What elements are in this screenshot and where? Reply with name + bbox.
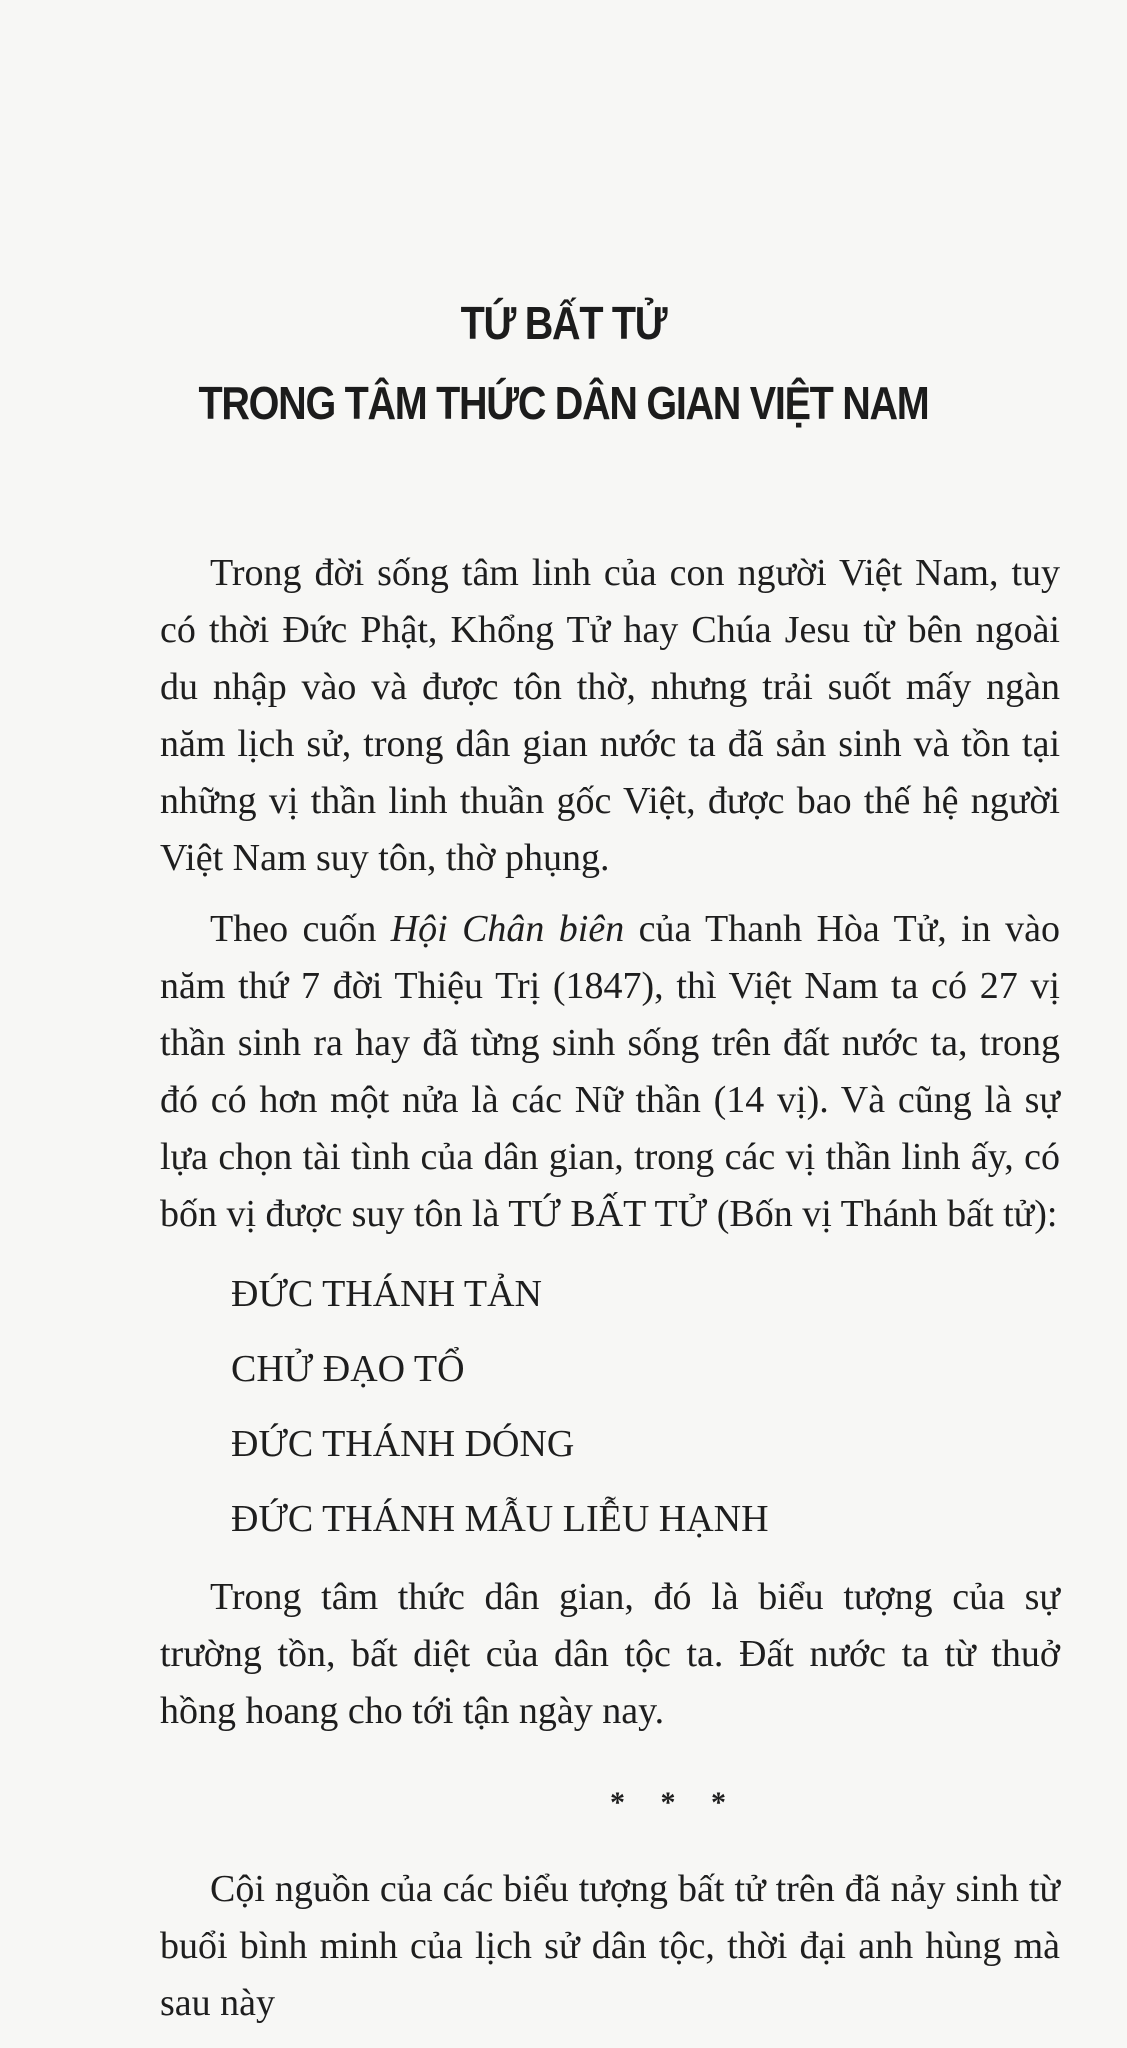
paragraph-2 [160, 901, 1060, 1243]
paragraph-3: Trong tâm thức dân gian, đó là biểu tượng của sự trường tồn, bất diệt của dân tộc ta. Đất nước ta từ thuở hồng hoang cho tới tận ngày nay. [160, 1576, 1060, 1732]
paragraph-1: Trong đời sống tâm linh của con người Việt Nam, tuy có thời Đức Phật, Khổng Tử hay Chúa Jesu từ bên ngoài du nhập vào và được tôn thờ, nhưng trải suốt mấy ngàn năm lịch sử, trong dân gian nước ta đã sản sinh và tồn tại những vị thần linh thuần gốc Việt, được bao thế hệ người Việt Nam suy tôn, thờ phụng. [160, 552, 1060, 879]
saint-item: ĐỨC THÁNH MẪU LIỄU HẠNH [231, 1498, 769, 1540]
chapter-title-line-2: TRONG TÂM THỨC DÂN GIAN VIỆT NAM [198, 377, 929, 429]
saint-item: ĐỨC THÁNH DÓNG [231, 1423, 575, 1465]
book-title-italic: Hội Chân biên [390, 908, 625, 950]
paragraph-4: Cội nguồn của các biểu tượng bất tử trên đã nảy sinh từ buổi bình minh của lịch sử dân tộc, thời đại anh hùng mà sau này [160, 1868, 1060, 2024]
chapter-title-line-1: TỨ BẤT TỬ [460, 297, 667, 349]
body-text [160, 545, 1060, 2046]
saint-item: CHỬ ĐẠO TỔ [231, 1348, 465, 1390]
section-separator: * * * [610, 1786, 740, 1819]
paragraph-2-rest: của Thanh Hòa Tử, in vào năm thứ 7 đời Thiệu Trị (1847), thì Việt Nam ta có 27 vị thần sinh ra hay đã từng sinh sống trên đất nước ta, trong đó có hơn một nửa là các Nữ thần (14 vị). Và cũng là sự lựa chọn tài tình của dân gian, trong các vị thần linh ấy, có bốn vị được suy tôn là TỨ BẤT TỬ (Bốn vị Thánh bất tử): [160, 908, 1060, 1235]
saint-item: ĐỨC THÁNH TẢN [231, 1273, 542, 1315]
saints-list [160, 1257, 1060, 1557]
paragraph-2-lead: Theo cuốn [210, 908, 391, 950]
